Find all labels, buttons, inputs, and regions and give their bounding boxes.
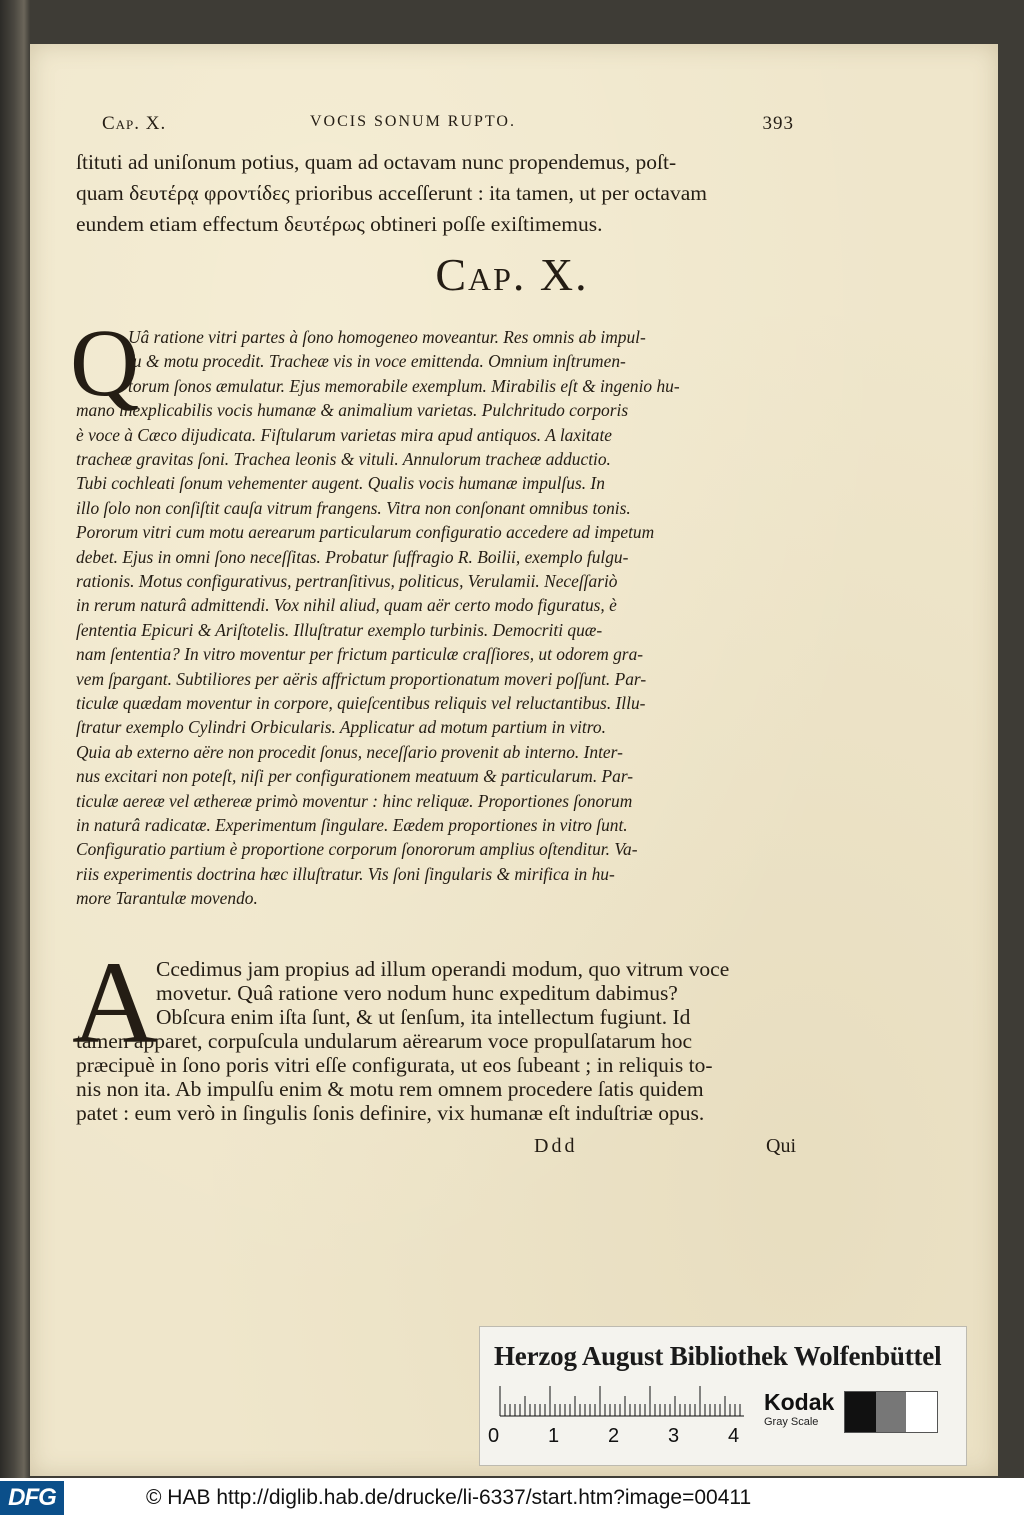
catchword: Qui [766, 1135, 796, 1157]
kodak-label [764, 1389, 834, 1428]
carryover-line: ſtituti ad uniſonum potius, quam ad octavam nunc propendemus, poſt- [76, 150, 677, 174]
summary-line: ſententia Epicuri & Ariſtotelis. Illuſtratur exemplo turbinis. Democriti quæ- [76, 619, 603, 640]
body-line: patet : eum verò in ſingulis ſonis definire, vix humanæ eſt induſtriæ opus. [76, 1101, 705, 1125]
body-line: tamen apparet, corpuſcula undularum aërearum voce propulſatarum hoc [76, 1029, 693, 1053]
summary-line: torum ſonos æmulatur. Ejus memorabile exemplum. Mirabilis eſt & ingenio hu- [128, 375, 680, 396]
summary-line: ticulæ quædam moventur in corpore, quieſcentibus reliquis vel reluctantibus. Illu- [76, 693, 646, 713]
summary-line: Pororum vitri cum motu aerearum particularum configuratio accedere ad impetum [76, 522, 655, 543]
running-head-title: VOCIS SONUM RUPTO. [310, 113, 516, 130]
footer-bar [0, 1478, 1024, 1518]
summary-line: riis experimentis doctrina hæc illuſtratur. Vis ſoni ſingularis & mirifica in hu- [76, 863, 615, 884]
gray-patch [876, 1392, 907, 1432]
summary-line: ticulæ aereæ vel æthereæ primò moventur : hinc reliquæ. Proportiones ſonorum [76, 790, 633, 811]
carryover-line: quam δευτέρᾳ φροντίδες prioribus acceſſerunt : ita tamen, ut per octavam [76, 181, 707, 205]
summary-line: Configuratio partium è proportione corporum ſonororum amplius oſtenditur. Va- [76, 839, 638, 860]
summary-line: in rerum naturâ admittendi. Vox nihil aliud, quam aër certo modo figuratus, è [76, 595, 617, 616]
gray-patch [845, 1392, 876, 1432]
signature-mark: Ddd [534, 1135, 578, 1157]
summary-line: illo ſolo non conſiſtit cauſa vitrum frangens. Vitra non conſonant omnibus tonis. [76, 497, 631, 518]
summary-line: mano inexplicabilis vocis humanæ & animalium varietas. Pulchritudo corporis [76, 400, 629, 421]
summary-dropcap: Q [70, 309, 140, 416]
ruler-number: 4 [728, 1425, 740, 1447]
body-line: Ccedimus jam propius ad illum operandi modum, quo vitrum voce [156, 957, 730, 981]
page-number: 393 [762, 113, 794, 134]
dfg-logo: DFG [0, 1481, 64, 1515]
summary-line: Tubi cochleati ſonum vehementer augent. Qualis vocis humanæ impulſus. In [76, 473, 605, 494]
body-line: nis non ita. Ab impulſu enim & motu rem omnem procedere ſatis quidem [76, 1077, 704, 1101]
library-name: Herzog August Bibliothek Wolfenbüttel [494, 1341, 942, 1371]
body-line: Obſcura enim iſta ſunt, & ut ſenſum, ita intellectum fugiunt. Id [156, 1005, 691, 1029]
library-color-card [479, 1326, 967, 1466]
ruler-scale [492, 1383, 748, 1417]
summary-line: tracheæ gravitas ſoni. Trachea leonis & vituli. Annulorum tracheæ adductio. [76, 449, 611, 469]
summary-line: Quia ab externo aëre non procedit ſonus, neceſſario provenit ab interno. Inter- [76, 741, 623, 762]
summary-line: nam ſententia? In vitro moventur per frictum particulæ craſſiores, ut odorem gra- [76, 644, 644, 665]
ruler-number: 3 [668, 1425, 680, 1447]
gray-patch [906, 1392, 937, 1432]
summary-line: rationis. Motus configurativus, pertranſitivus, politicus, Verulamii. Neceſſariò [76, 571, 618, 591]
running-head [102, 113, 794, 143]
running-head-chapter: Cap. X. [102, 113, 167, 134]
copyright-link[interactable]: © HAB http://diglib.hab.de/drucke/li-6337/start.htm?image=00411 [146, 1486, 752, 1509]
body-line: præcipuè in ſono poris vitri eſſe configurata, ut eos ſubeant ; in reliquis to- [76, 1053, 713, 1077]
kodak-subtitle: Gray Scale [764, 1416, 819, 1428]
gray-scale-patches [844, 1391, 938, 1433]
ruler-numbers [488, 1425, 758, 1453]
ruler-number: 1 [548, 1425, 560, 1447]
carryover-line: eundem etiam effectum δευτέρως obtineri poſſe exiſtimemus. [76, 212, 603, 236]
ruler-number: 0 [488, 1425, 500, 1447]
summary-line: more Tarantulæ movendo. [76, 888, 258, 909]
summary-line: Uâ ratione vitri partes à ſono homogeneo moveantur. Res omnis ab impul- [128, 327, 646, 347]
body-line: movetur. Quâ ratione vero nodum hunc expeditum dabimus? [156, 981, 678, 1005]
summary-line: vem ſpargant. Subtiliores per aëris affrictum proportionatum moveri poſſunt. Par- [76, 668, 647, 689]
chapter-title: Cap. X. [435, 249, 589, 300]
summary-line: è voce à Cæco dijudicata. Fiſtularum varietas mira apud antiquos. A laxitate [76, 424, 613, 445]
kodak-brand: Kodak [764, 1389, 835, 1415]
summary-line: nus excitari non poteſt, niſi per configurationem meatuum & particularum. Par- [76, 766, 634, 787]
summary-line: in naturâ radicatæ. Experimentum ſingulare. Eædem proportiones in vitro ſunt. [76, 815, 628, 835]
summary-line: ſtratur exemplo Cylindri Orbicularis. Applicatur ad motum partium in vitro. [76, 717, 606, 738]
body-dropcap: A [72, 937, 158, 1068]
summary-line: debet. Ejus in omni ſono neceſſitas. Probatur ſuffragio R. Boilii, exemplo fulgu- [76, 546, 629, 567]
summary-line: ſu & motu procedit. Tracheæ vis in voce emittenda. Omnium inſtrumen- [128, 351, 626, 372]
ruler-number: 2 [608, 1425, 620, 1447]
